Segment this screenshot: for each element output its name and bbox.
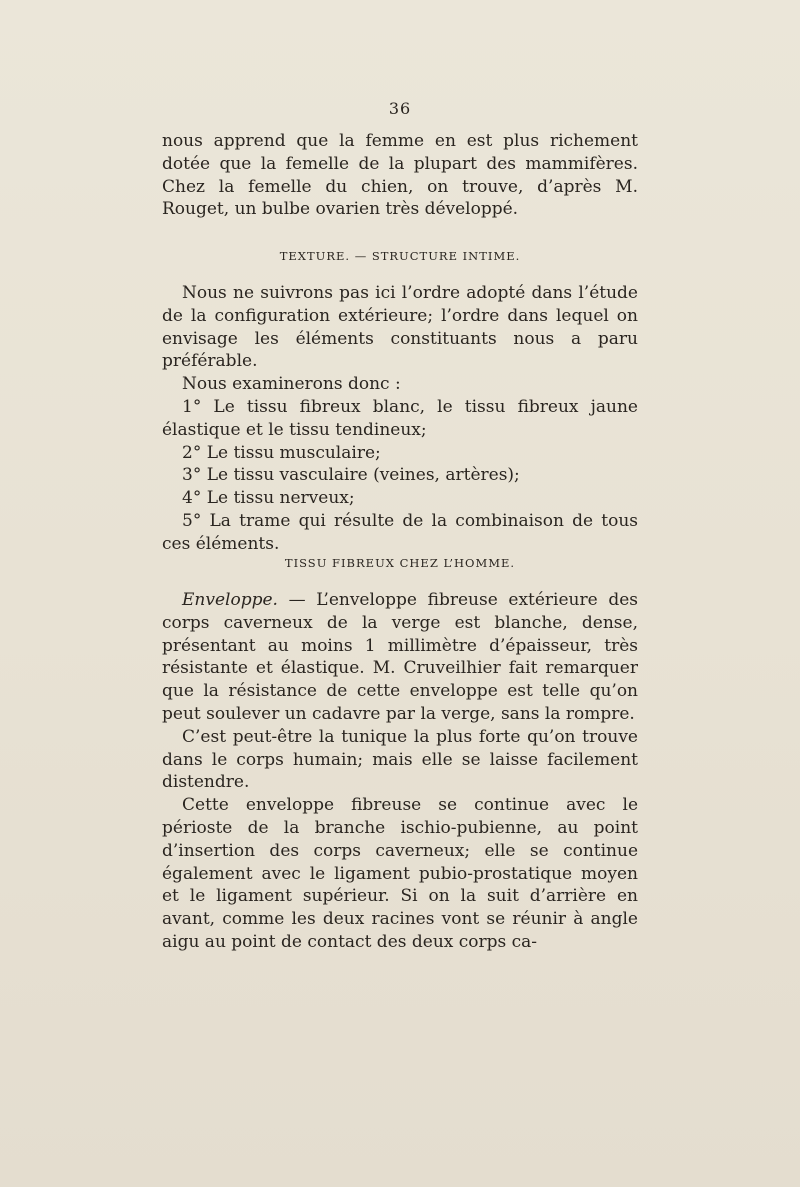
list-item: 4° Le tissu nerveux; — [182, 488, 355, 509]
section-heading-texture: TEXTURE. — STRUCTURE INTIME. — [279, 249, 521, 263]
list-item: 3° Le tissu vasculaire (veines, artères); — [182, 465, 520, 486]
opening-paragraph-block — [162, 130, 638, 221]
texture-section-block — [162, 282, 638, 556]
paragraph-lead-term: Enveloppe. — [182, 590, 278, 610]
paragraph: C’est peut-être la tunique la plus forte qu’on trouve dans le corps humain; mais elle se laisse facilement distendre. — [162, 726, 638, 793]
paragraph: Nous examinerons donc : — [182, 374, 401, 395]
fibrous-tissue-section-block — [162, 589, 638, 954]
paragraph-text: — L’enveloppe fibreuse extérieure des corps caverneux de la verge est blanche, dense, présentant au moins 1 millimètre d’épaisseur, très résistante et élastique. M. Cruveilhier fait remarquer que la résistance de cette enveloppe est telle qu’on peut soulever un cadavre par la verge, sans la rompre. — [162, 590, 638, 724]
list-item: 5° La trame qui résulte de la combinaison de tous ces éléments. — [162, 510, 638, 554]
paragraph: Cette enveloppe fibreuse se continue avec le périoste de la branche ischio-pubienne, au point d’insertion des corps caverneux; elle se continue également avec le ligament pubio-prostatique moyen et le ligament supérieur. Si on la suit d’arrière en avant, comme les deux racines vont se réunir à angle aigu au point de contact des deux corps ca- — [162, 795, 638, 952]
paragraph — [162, 589, 638, 726]
page-number: 36 — [388, 99, 412, 118]
list-item: 2° Le tissu musculaire; — [182, 442, 381, 463]
paragraph: nous apprend que la femme en est plus richement dotée que la femelle de la plupart des mammifères. Chez la femelle du chien, on trouve, d’après M. Rouget, un bulbe ovarien très développé. — [162, 131, 638, 220]
section-heading-fibrous-tissue: TISSU FIBREUX CHEZ L’HOMME. — [284, 556, 516, 570]
paragraph: Nous ne suivrons pas ici l’ordre adopté dans l’étude de la configuration extérieure; l’ordre dans lequel on envisage les éléments constituants nous a paru préférable. — [162, 283, 638, 372]
list-item: 1° Le tissu fibreux blanc, le tissu fibreux jaune élastique et le tissu tendineux; — [162, 396, 638, 440]
